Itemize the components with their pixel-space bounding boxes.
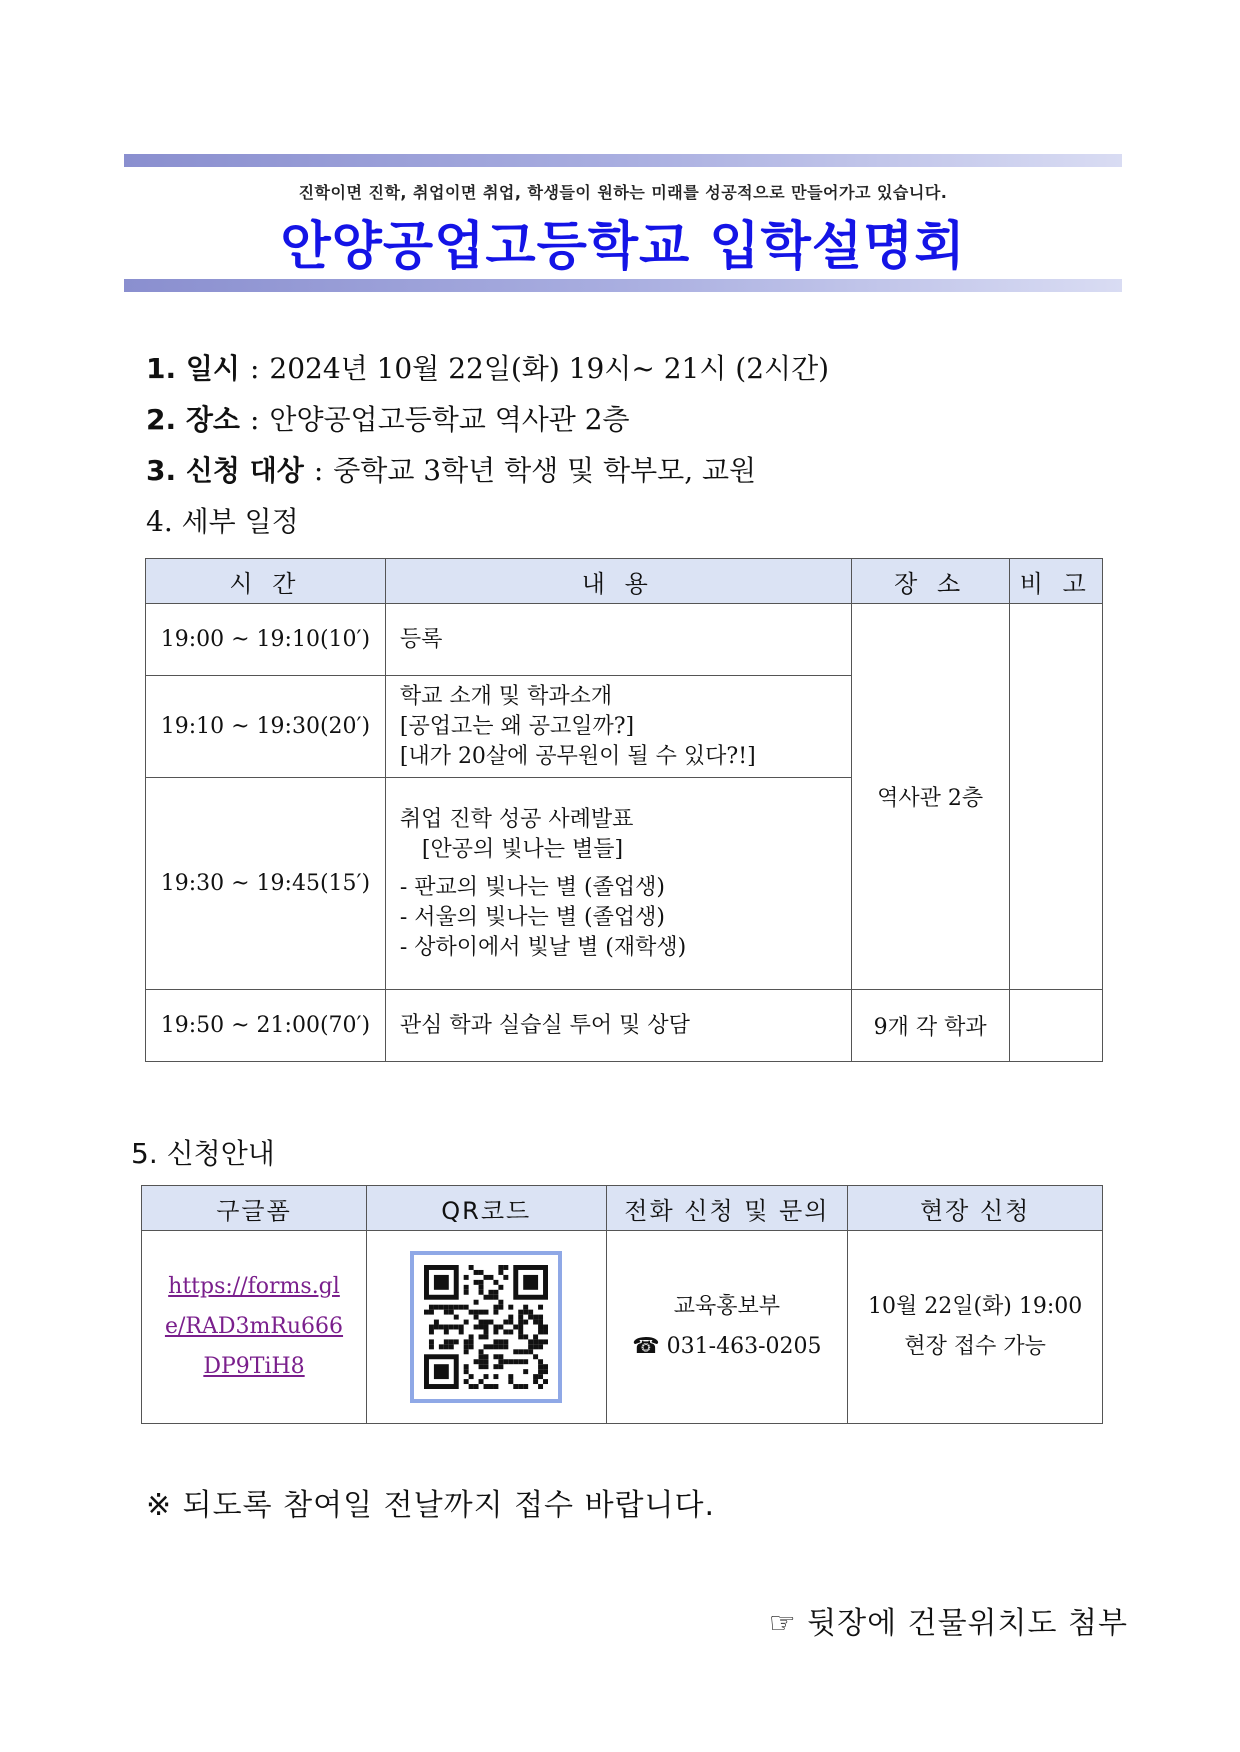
content-line: - 판교의 빛나는 별 (졸업생): [399, 874, 665, 900]
onsite-date: 10월 22일(화) 19:00: [867, 1294, 1083, 1319]
info-value: 중학교 3학년 학생 및 학부모, 교원: [333, 454, 757, 487]
note-cell: [1009, 990, 1102, 1062]
row-time: 19:30 ~ 19:45(15′): [146, 778, 386, 990]
form-cell: [142, 1231, 367, 1424]
apply-table: [141, 1185, 1103, 1424]
info-datetime: 1. 일시 : 2024년 10월 22일(화) 19시~ 21시 (2시간): [146, 352, 830, 385]
row-content: [385, 778, 851, 990]
header-subtitle: 진학이면 진학, 취업이면 취업, 학생들이 원하는 미래를 성공적으로 만들어가고 있습니다.: [298, 183, 948, 202]
info-target: 3. 신청 대상 : 중학교 3학년 학생 및 학부모, 교원: [146, 454, 757, 487]
col-header-phone: 전화 신청 및 문의: [606, 1186, 848, 1231]
onsite-cell: [848, 1231, 1103, 1424]
row-time: 19:10 ~ 19:30(20′): [146, 676, 386, 778]
info-schedule-heading: [146, 500, 299, 540]
phone-cell: [606, 1231, 848, 1424]
phone-number: ☎ 031-463-0205: [632, 1334, 822, 1359]
schedule-table: [145, 558, 1103, 1062]
col-header-content: 내 용: [385, 559, 851, 604]
row-time: 19:00 ~ 19:10(10′): [146, 604, 386, 676]
row-content: [385, 676, 851, 778]
section-title-apply: 5. 신청안내: [131, 1137, 275, 1170]
content-line: [공업고는 왜 공고일까?]: [399, 713, 635, 739]
onsite-text: 현장 접수 가능: [904, 1334, 1046, 1359]
header-band-bottom: [124, 279, 1122, 292]
col-header-qr: QR코드: [367, 1186, 607, 1231]
qr-code-icon: [424, 1265, 548, 1389]
content-line: [안공의 빛나는 별들]: [421, 836, 624, 862]
table-header-row: [142, 1186, 1103, 1231]
col-header-place: 장 소: [851, 559, 1009, 604]
table-row: [146, 604, 1103, 676]
content-line: 관심 학과 실습실 투어 및 상담: [399, 1012, 690, 1038]
info-value: 안양공업고등학교 역사관 2층: [269, 403, 630, 436]
col-header-form: 구글폼: [142, 1186, 367, 1231]
table-row: [142, 1231, 1103, 1424]
content-line: [내가 20살에 공무원이 될 수 있다?!]: [399, 743, 756, 769]
content-line: 학교 소개 및 학과소개: [399, 683, 613, 709]
google-form-link[interactable]: https://forms.gle/RAD3mRu666DP9TiH8: [164, 1274, 344, 1379]
content-line: 취업 진학 성공 사례발표: [399, 806, 634, 832]
info-value: 2024년 10월 22일(화) 19시~ 21시 (2시간): [269, 352, 830, 385]
table-header-row: [146, 559, 1103, 604]
row-content: [385, 990, 851, 1062]
info-label: 3. 신청 대상: [146, 454, 304, 487]
content-line: - 서울의 빛나는 별 (졸업생): [399, 904, 665, 930]
content-line: 등록: [399, 626, 443, 652]
table-row: [146, 990, 1103, 1062]
info-label: 2. 장소: [146, 403, 240, 436]
qr-cell: [367, 1231, 607, 1424]
place-cell: 역사관 2층: [851, 604, 1009, 990]
qr-code[interactable]: [410, 1251, 562, 1403]
deadline-note: ※ 되도록 참여일 전날까지 접수 바랍니다.: [146, 1488, 716, 1523]
header-band-top: [124, 154, 1122, 167]
col-header-time: 시 간: [146, 559, 386, 604]
note-cell: [1009, 604, 1102, 990]
col-header-note: 비 고: [1009, 559, 1102, 604]
info-label: 1. 일시: [146, 352, 240, 385]
row-content: [385, 604, 851, 676]
phone-dept: 교육홍보부: [673, 1294, 781, 1319]
place-cell: 9개 각 학과: [851, 990, 1009, 1062]
info-location: 2. 장소 : 안양공업고등학교 역사관 2층: [146, 403, 630, 436]
content-line: - 상하이에서 빛날 별 (재학생): [399, 934, 687, 960]
col-header-onsite: 현장 신청: [848, 1186, 1103, 1231]
info-label: 4. 세부 일정: [146, 505, 299, 538]
attachment-note: ☞ 뒷장에 건물위치도 첨부: [768, 1606, 1128, 1641]
page-title: 안양공업고등학교 입학설명회: [280, 217, 966, 277]
row-time: 19:50 ~ 21:00(70′): [146, 990, 386, 1062]
